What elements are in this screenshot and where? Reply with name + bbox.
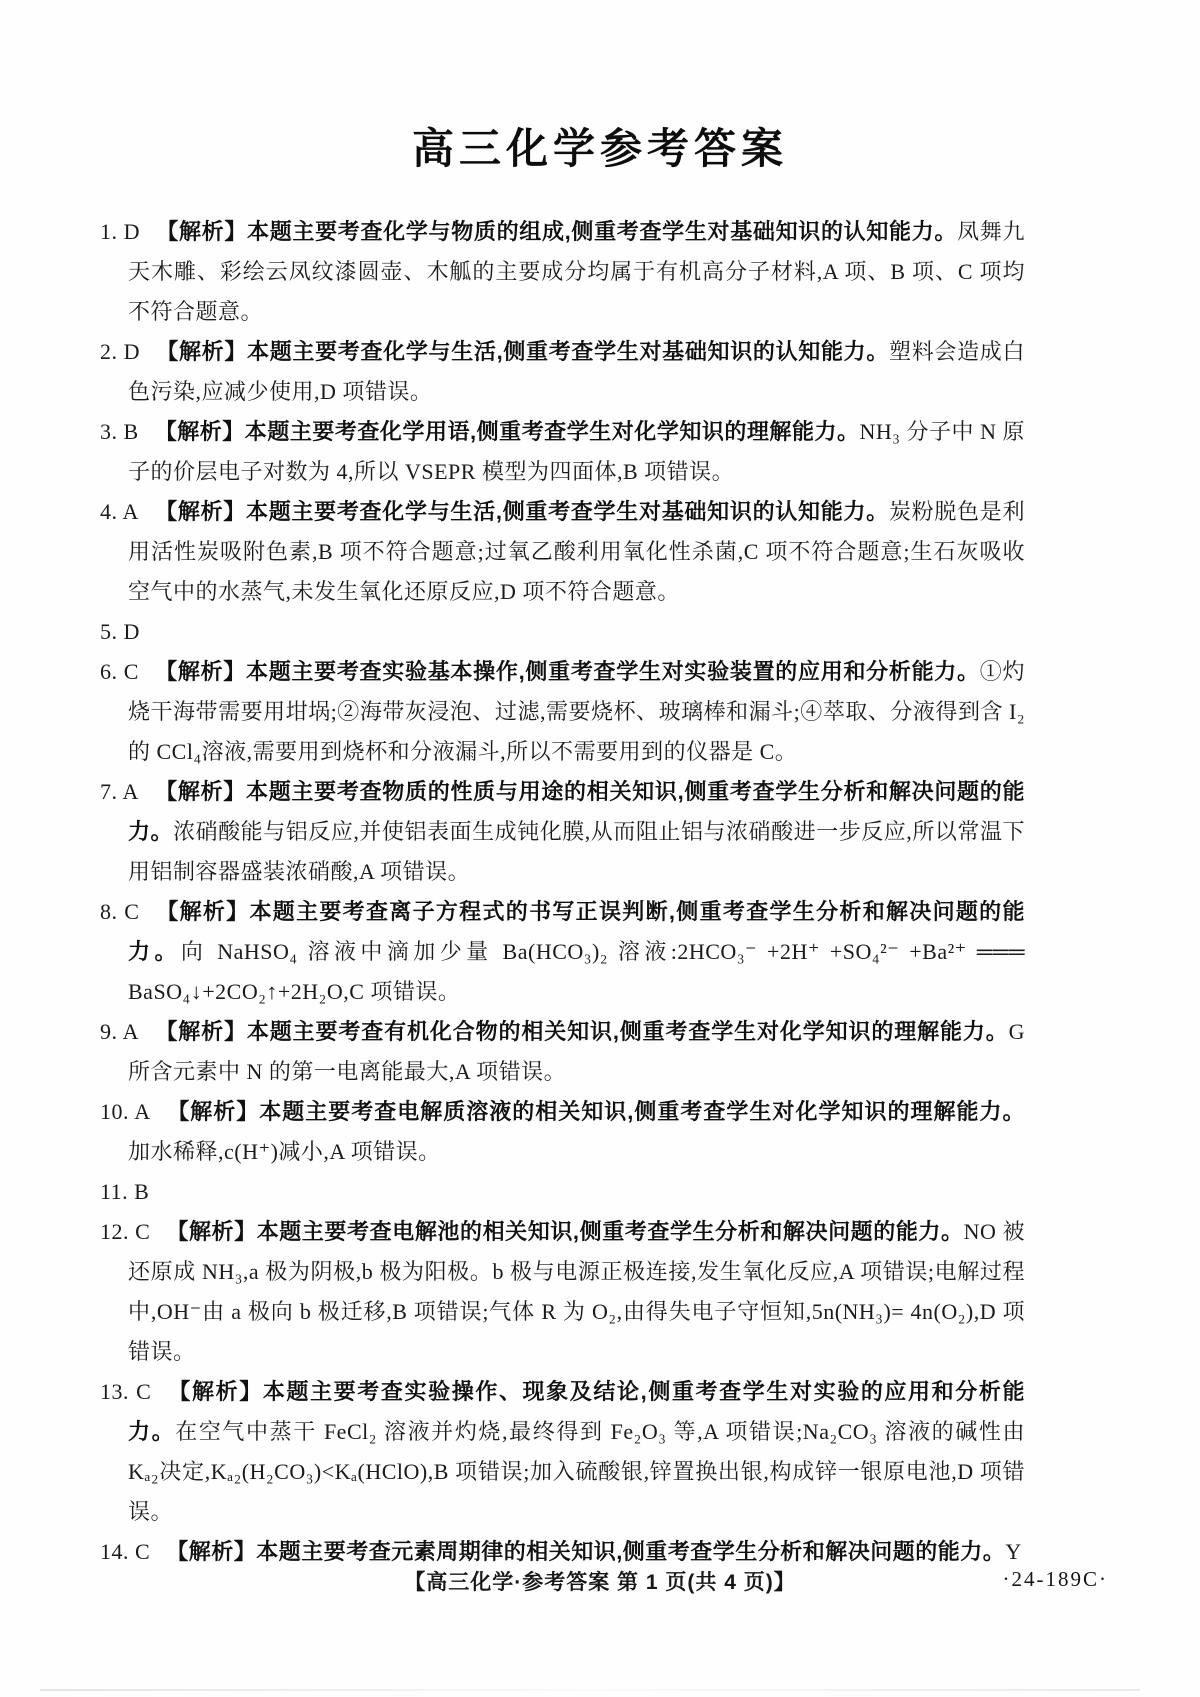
answer-analysis-lead: 【解析】本题主要考查化学与生活,侧重考查学生对基础知识的认知能力。 xyxy=(154,499,889,524)
answer-number: 3. B xyxy=(100,419,139,444)
answer-number: 12. C xyxy=(100,1219,151,1244)
answer-explanation: 凤舞九天木雕、彩绘云凤纹漆圆壶、木觚的主要成分均属于有机高分子材料,A 项、B 项、C 项均不符合题意。 xyxy=(128,219,1025,324)
answer-explanation: 加水稀释,c(H⁺)减小,A 项错误。 xyxy=(128,1139,441,1164)
answer-number: 4. A xyxy=(100,499,139,524)
page-footer xyxy=(0,1566,1200,1602)
answer-analysis-lead: 【解析】本题主要考查化学与物质的组成,侧重考查学生对基础知识的认知能力。 xyxy=(156,219,958,244)
answer-item xyxy=(100,892,1025,1012)
answer-analysis-lead: 【解析】本题主要考查元素周期律的相关知识,侧重考查学生分析和解决问题的能力。 xyxy=(166,1539,1006,1564)
answer-analysis-lead: 【解析】本题主要考查化学用语,侧重考查学生对化学知识的理解能力。 xyxy=(154,419,860,444)
answer-item xyxy=(100,1012,1025,1092)
answer-analysis-lead: 【解析】本题主要考查电解质溶液的相关知识,侧重考查学生对化学知识的理解能力。 xyxy=(166,1099,1025,1124)
answer-explanation: G 所含元素中 N 的第一电离能最大,A 项错误。 xyxy=(128,1019,1025,1084)
answer-number: 10. A xyxy=(100,1099,151,1124)
answer-number: 2. D xyxy=(100,339,141,364)
answer-explanation: NH₃ 分子中 N 原子的价层电子对数为 4,所以 VSEPR 模型为四面体,B 项错误。 xyxy=(128,419,1025,484)
scan-artifact-line xyxy=(40,1689,1140,1691)
answer-number: 6. C xyxy=(100,659,139,684)
answer-item xyxy=(100,212,1025,332)
answer-number: 9. A xyxy=(100,1019,140,1044)
answer-analysis-lead: 【解析】本题主要考查实验基本操作,侧重考查学生对实验装置的应用和分析能力。 xyxy=(154,659,980,684)
answer-number: 14. C xyxy=(100,1539,151,1564)
answer-explanation: 浓硝酸能与铝反应,并使铝表面生成钝化膜,从而阻止铝与浓硝酸进一步反应,所以常温下用铝制容器盛装浓硝酸,A 项错误。 xyxy=(128,819,1025,884)
answer-analysis-lead: 【解析】本题主要考查电解池的相关知识,侧重考查学生分析和解决问题的能力。 xyxy=(166,1219,964,1244)
answer-number: 1. D xyxy=(100,219,141,244)
answer-analysis-lead: 【解析】本题主要考查离子方程式的书写正误判断,侧重考查学生分析和解决问题的能力。 xyxy=(128,899,1025,964)
answer-item xyxy=(100,612,1025,652)
answer-number: 5. D xyxy=(100,619,140,644)
answer-number: 7. A xyxy=(100,779,139,804)
answer-item xyxy=(100,772,1025,892)
answer-explanation: NO 被还原成 NH₃,a 极为阴极,b 极为阳极。b 极与电源正极连接,发生氧化反应,A 项错误;电解过程中,OH⁻由 a 极向 b 极迁移,B 项错误;气体 R 为 O₂,由得失电子守恒知,5n(NH₃)= 4n(O₂),D 项错误。 xyxy=(128,1219,1025,1364)
answer-explanation: ①灼烧干海带需要用坩埚;②海带灰浸泡、过滤,需要烧杯、玻璃棒和漏斗;④萃取、分液得到含 I₂ 的 CCl₄溶液,需要用到烧杯和分液漏斗,所以不需要用到的仪器是 C。 xyxy=(128,659,1025,764)
answer-explanation: 在空气中蒸干 FeCl₂ 溶液并灼烧,最终得到 Fe₂O₃ 等,A 项错误;Na₂CO₃ 溶液的碱性由 Kₐ₂决定,Kₐ₂(H₂CO₃)<Kₐ(HClO),B 项错误;加入硫酸银,锌置换出银,构成锌一银原电池,D 项错误。 xyxy=(128,1419,1025,1524)
answer-explanation: 塑料会造成白色污染,应减少使用,D 项错误。 xyxy=(128,339,1025,404)
answer-list xyxy=(100,212,1025,1572)
answer-item xyxy=(100,1092,1025,1172)
page-title: 高三化学参考答案 xyxy=(411,125,788,172)
answer-item xyxy=(100,652,1025,772)
answer-number: 13. C xyxy=(100,1379,152,1404)
answer-item xyxy=(100,332,1025,412)
answer-number: 11. B xyxy=(100,1179,150,1204)
answer-item xyxy=(100,1212,1025,1372)
answer-analysis-lead: 【解析】本题主要考查物质的性质与用途的相关知识,侧重考查学生分析和解决问题的能力。 xyxy=(128,779,1025,844)
answer-analysis-lead: 【解析】本题主要考查化学与生活,侧重考查学生对基础知识的认知能力。 xyxy=(156,339,890,364)
footer-page-label: 【高三化学·参考答案 第 1 页(共 4 页)】 xyxy=(404,1571,796,1594)
answer-item xyxy=(100,492,1025,612)
answer-explanation: 炭粉脱色是利用活性炭吸附色素,B 项不符合题意;过氧乙酸利用氧化性杀菌,C 项不符合题意;生石灰吸收空气中的水蒸气,未发生氧化还原反应,D 项不符合题意。 xyxy=(128,499,1025,604)
answer-analysis-lead: 【解析】本题主要考查实验操作、现象及结论,侧重考查学生对实验的应用和分析能力。 xyxy=(128,1379,1025,1444)
answer-explanation: 向 NaHSO₄ 溶液中滴加少量 Ba(HCO₃)₂ 溶液:2HCO₃⁻ +2H⁺ +SO₄²⁻ +Ba²⁺ ═══ BaSO₄↓+2CO₂↑+2H₂O,C 项错误。 xyxy=(128,939,1025,1004)
answer-item xyxy=(100,1172,1025,1212)
answer-explanation: Y xyxy=(1005,1539,1022,1564)
answer-item xyxy=(100,412,1025,492)
answer-number: 8. C xyxy=(100,899,140,924)
answer-item xyxy=(100,1372,1025,1532)
footer-paper-code: ·24-189C· xyxy=(1002,1567,1108,1591)
answer-analysis-lead: 【解析】本题主要考查有机化合物的相关知识,侧重考查学生对化学知识的理解能力。 xyxy=(155,1019,1009,1044)
